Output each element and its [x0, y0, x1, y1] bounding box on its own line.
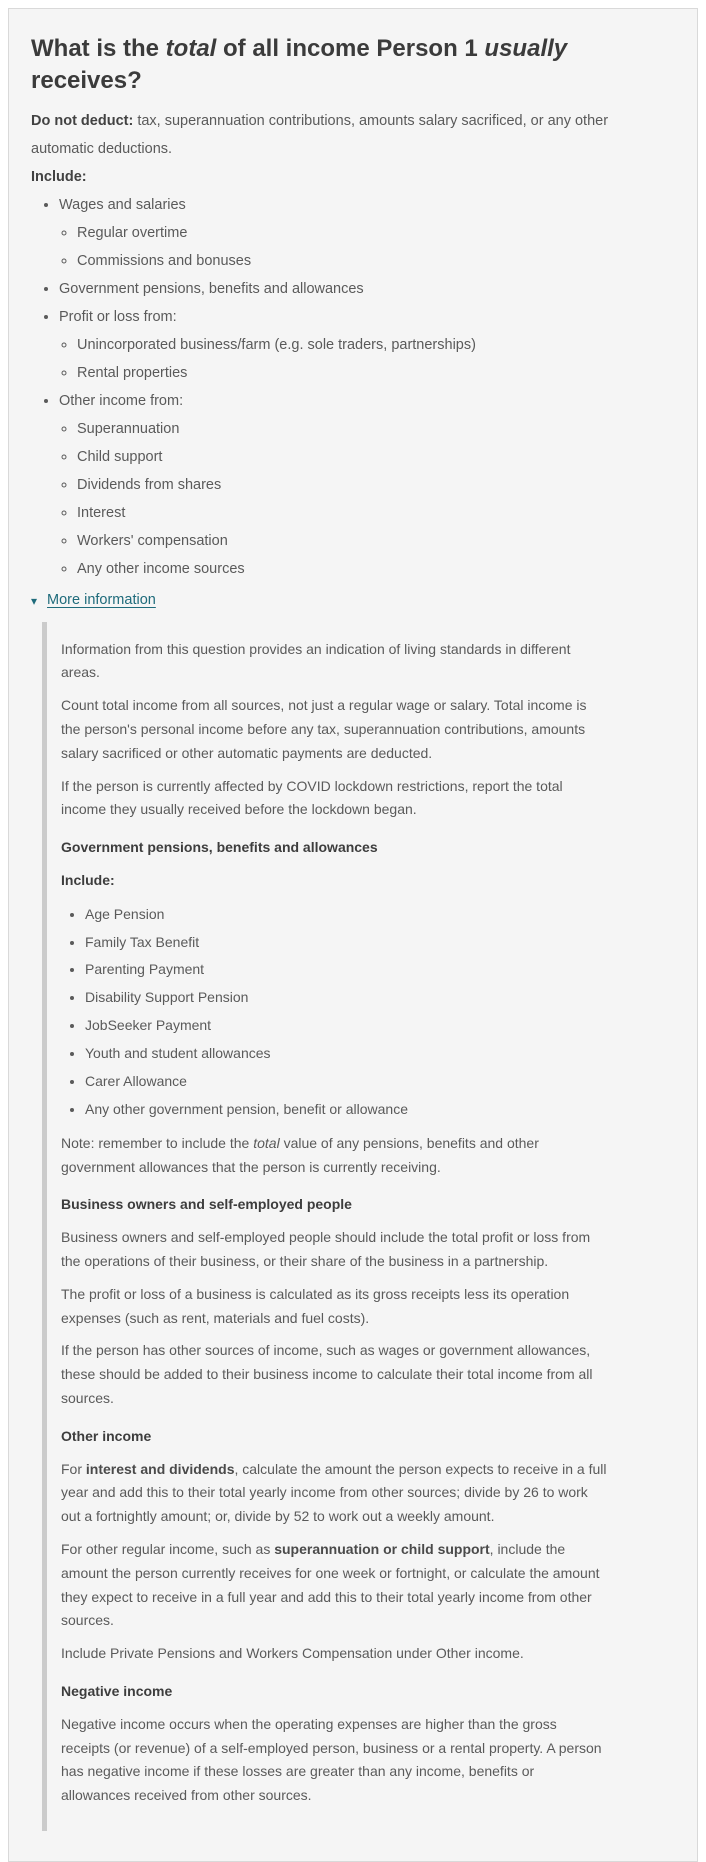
info-paragraph: Business owners and self-employed people should include the total profit or loss from the operations of their business, or their share of the business in a partnership.	[61, 1229, 591, 1269]
page	[0, 8, 706, 1804]
list-subitem: ◦ Any other income sources	[77, 556, 627, 584]
info-paragraph: Include Private Pensions and Workers Compensation under Other income.	[61, 1645, 524, 1662]
list-item: • JobSeeker Payment	[85, 1013, 607, 1039]
list-item	[59, 192, 627, 276]
more-information-toggle[interactable]	[31, 592, 627, 608]
include-sublist	[59, 220, 627, 276]
list-subitem: ◦ Workers' compensation	[77, 528, 627, 556]
info-paragraph: The profit or loss of a business is calculated as its gross receipts less its operation expenses (such as rent, materials and fuel costs).	[61, 1285, 570, 1326]
government-pensions-list	[61, 902, 607, 1123]
question-title	[31, 33, 627, 98]
do-not-deduct-body: tax, superannuation contributions, amounts salary sacrificed, or any other automatic deductions.	[31, 112, 609, 157]
section-heading-business-owners: Business owners and self-employed people	[61, 1196, 352, 1213]
question-card	[8, 8, 698, 1862]
include-label: Include:	[31, 168, 87, 185]
list-subitem: ◦ Unincorporated business/farm (e.g. sole traders, partnerships)	[77, 332, 627, 360]
section-heading-government-pensions: Government pensions, benefits and allowances	[61, 839, 378, 856]
list-item: • Carer Allowance	[85, 1069, 607, 1095]
do-not-deduct-label: Do not deduct:	[31, 112, 134, 129]
title-part-italic: usually	[484, 35, 568, 62]
list-item: • Disability Support Pension	[85, 985, 607, 1011]
info-paragraph: Negative income occurs when the operating expenses are higher than the gross receipts (or revenue) of a self-employed person, business or a rental property. A person has negative income if these losses are greater than any income, benefits or allowances received from other sources.	[61, 1715, 602, 1804]
list-item: • Age Pension	[85, 902, 607, 928]
list-subitem: ◦ Dividends from shares	[77, 472, 627, 500]
title-part: What is the	[31, 35, 166, 62]
list-item-label: Profit or loss from:	[59, 308, 177, 325]
triangle-down-icon: ▾	[31, 593, 38, 608]
info-paragraph: For interest and dividends, calculate the amount the person expects to receive in a full year and add this to their total yearly income from other sources; divide by 26 to work out a fortnightly amount; or, divide by 52 to work out a weekly amount.	[61, 1460, 607, 1525]
list-item	[59, 388, 627, 584]
list-subitem: ◦ Interest	[77, 500, 627, 528]
info-paragraph: If the person has other sources of income, such as wages or government allowances, these should be added to their business income to calculate their total income from all sources.	[61, 1342, 593, 1406]
list-item-label: Other income from:	[59, 392, 184, 409]
list-item	[59, 304, 627, 388]
list-subitem: ◦ Commissions and bonuses	[77, 248, 627, 276]
list-item-label: Wages and salaries	[59, 196, 186, 213]
include-sublist	[59, 332, 627, 388]
list-item: • Parenting Payment	[85, 957, 607, 983]
info-paragraph: Information from this question provides an indication of living standards in different areas.	[61, 640, 571, 681]
list-subitem: ◦ Rental properties	[77, 360, 627, 388]
list-subitem: ◦ Child support	[77, 444, 627, 472]
section-heading-other-income: Other income	[61, 1427, 152, 1444]
list-subitem: ◦ Regular overtime	[77, 220, 627, 248]
list-item: • Youth and student allowances	[85, 1041, 607, 1067]
info-paragraph: If the person is currently affected by COVID lockdown restrictions, report the total income they usually received before the lockdown began.	[61, 777, 563, 818]
include-list	[31, 192, 627, 584]
bold-inline: interest and dividends	[85, 1460, 235, 1477]
list-item	[59, 276, 627, 304]
do-not-deduct-text	[31, 108, 627, 164]
more-information-link[interactable]: More information	[47, 591, 156, 608]
title-part-italic: total	[165, 35, 217, 62]
list-item: • Any other government pension, benefit or allowance	[85, 1097, 607, 1123]
more-information-panel	[42, 622, 607, 1831]
include-sublist	[59, 416, 627, 584]
info-paragraph: For other regular income, such as superannuation or child support, include the amount the person currently receives for one week or fortnight, or calculate the amount they expect to receive in a full year and add this to their total yearly income from other sources.	[61, 1540, 600, 1629]
section-heading-negative-income: Negative income	[61, 1682, 173, 1699]
title-part: of all income Person 1	[216, 35, 485, 62]
list-subitem: ◦ Superannuation	[77, 416, 627, 444]
note-italic: total	[253, 1134, 280, 1151]
list-item: • Family Tax Benefit	[85, 930, 607, 956]
info-note: Note: remember to include the total value of any pensions, benefits and other government allowances that the person is currently receiving.	[61, 1134, 539, 1175]
include-label: Include:	[61, 871, 115, 888]
title-part: receives?	[31, 67, 142, 95]
list-item-label: Government pensions, benefits and allowances	[59, 280, 364, 297]
info-paragraph: Count total income from all sources, not just a regular wage or salary. Total income is the person's personal income before any tax, superannuation contributions, amounts salary sacrificed or other automatic payments are deducted.	[61, 697, 587, 761]
bold-inline: superannuation or child support	[274, 1540, 490, 1557]
